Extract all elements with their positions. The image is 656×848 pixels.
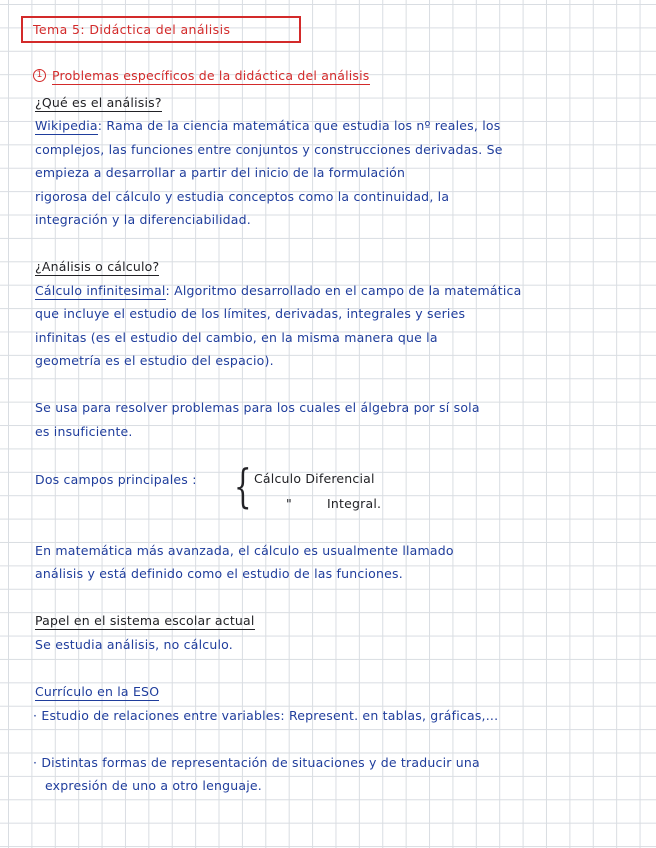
page-title — [21, 16, 301, 43]
page-title-text: Tema 5: Didáctica del análisis — [33, 22, 231, 37]
calc-line-1-text: : Algoritmo desarrollado en el campo de la matemática — [165, 283, 522, 298]
role-text: Se estudia análisis, no cálculo. — [35, 637, 233, 652]
advanced-line-1: En matemática más avanzada, el cálculo es usualmente llamado — [35, 543, 454, 558]
question-what-is-analysis-text: ¿Qué es el análisis? — [35, 95, 162, 110]
brace: { — [234, 459, 252, 513]
role-heading — [35, 613, 255, 628]
curriculum-heading — [35, 684, 159, 699]
wiki-line-1-text: : Rama de la ciencia matemática que estudia los nº reales, los — [97, 118, 501, 133]
calc-line-4: geometría es el estudio del espacio). — [35, 353, 274, 368]
section-heading — [52, 68, 370, 83]
curriculum-bullet-2-line-1: · Distintas formas de representación de situaciones y de traducir una — [33, 755, 480, 770]
calc-line-2: que incluye el estudio de los límites, derivadas, integrales y series — [35, 306, 466, 321]
curriculum-bullet-1: · Estudio de relaciones entre variables: Represent. en tablas, gráficas,... — [33, 708, 499, 723]
advanced-line-2: análisis y está definido como el estudio de las funciones. — [35, 566, 403, 581]
algebra-line-2: es insuficiente. — [35, 424, 133, 439]
field-ditto-mark: " — [286, 496, 292, 511]
calc-line-3: infinitas (es el estudio del cambio, en la misma manera que la — [35, 330, 438, 345]
calculo-infinitesimal-label: Cálculo infinitesimal — [35, 283, 166, 298]
curriculum-bullet-2-line-2: expresión de uno a otro lenguaje. — [45, 778, 262, 793]
wikipedia-label: Wikipedia — [35, 118, 98, 133]
wiki-line-2: complejos, las funciones entre conjuntos y construcciones derivadas. Se — [35, 142, 503, 157]
question-analysis-or-calculus — [35, 259, 159, 274]
field-differential: Cálculo Diferencial — [254, 471, 375, 486]
wiki-line-3: empieza a desarrollar a partir del inicio de la formulación — [35, 165, 406, 180]
wiki-line-5: integración y la diferenciabilidad. — [35, 212, 251, 227]
section-number-badge: 1 — [33, 69, 46, 82]
role-heading-text: Papel en el sistema escolar actual — [35, 613, 255, 628]
wiki-line-4: rigorosa del cálculo y estudia conceptos como la continuidad, la — [35, 189, 450, 204]
field-integral: Integral. — [327, 496, 382, 511]
calc-line-1 — [35, 283, 521, 298]
wiki-line-1 — [35, 118, 500, 133]
section-heading-text: Problemas específicos de la didáctica del análisis — [52, 68, 370, 83]
algebra-line-1: Se usa para resolver problemas para los cuales el álgebra por sí sola — [35, 400, 480, 415]
question-what-is-analysis — [35, 95, 162, 110]
fields-label: Dos campos principales : — [35, 472, 197, 487]
curriculum-heading-text: Currículo en la ESO — [35, 684, 160, 699]
question-analysis-or-calculus-text: ¿Análisis o cálculo? — [35, 259, 160, 274]
